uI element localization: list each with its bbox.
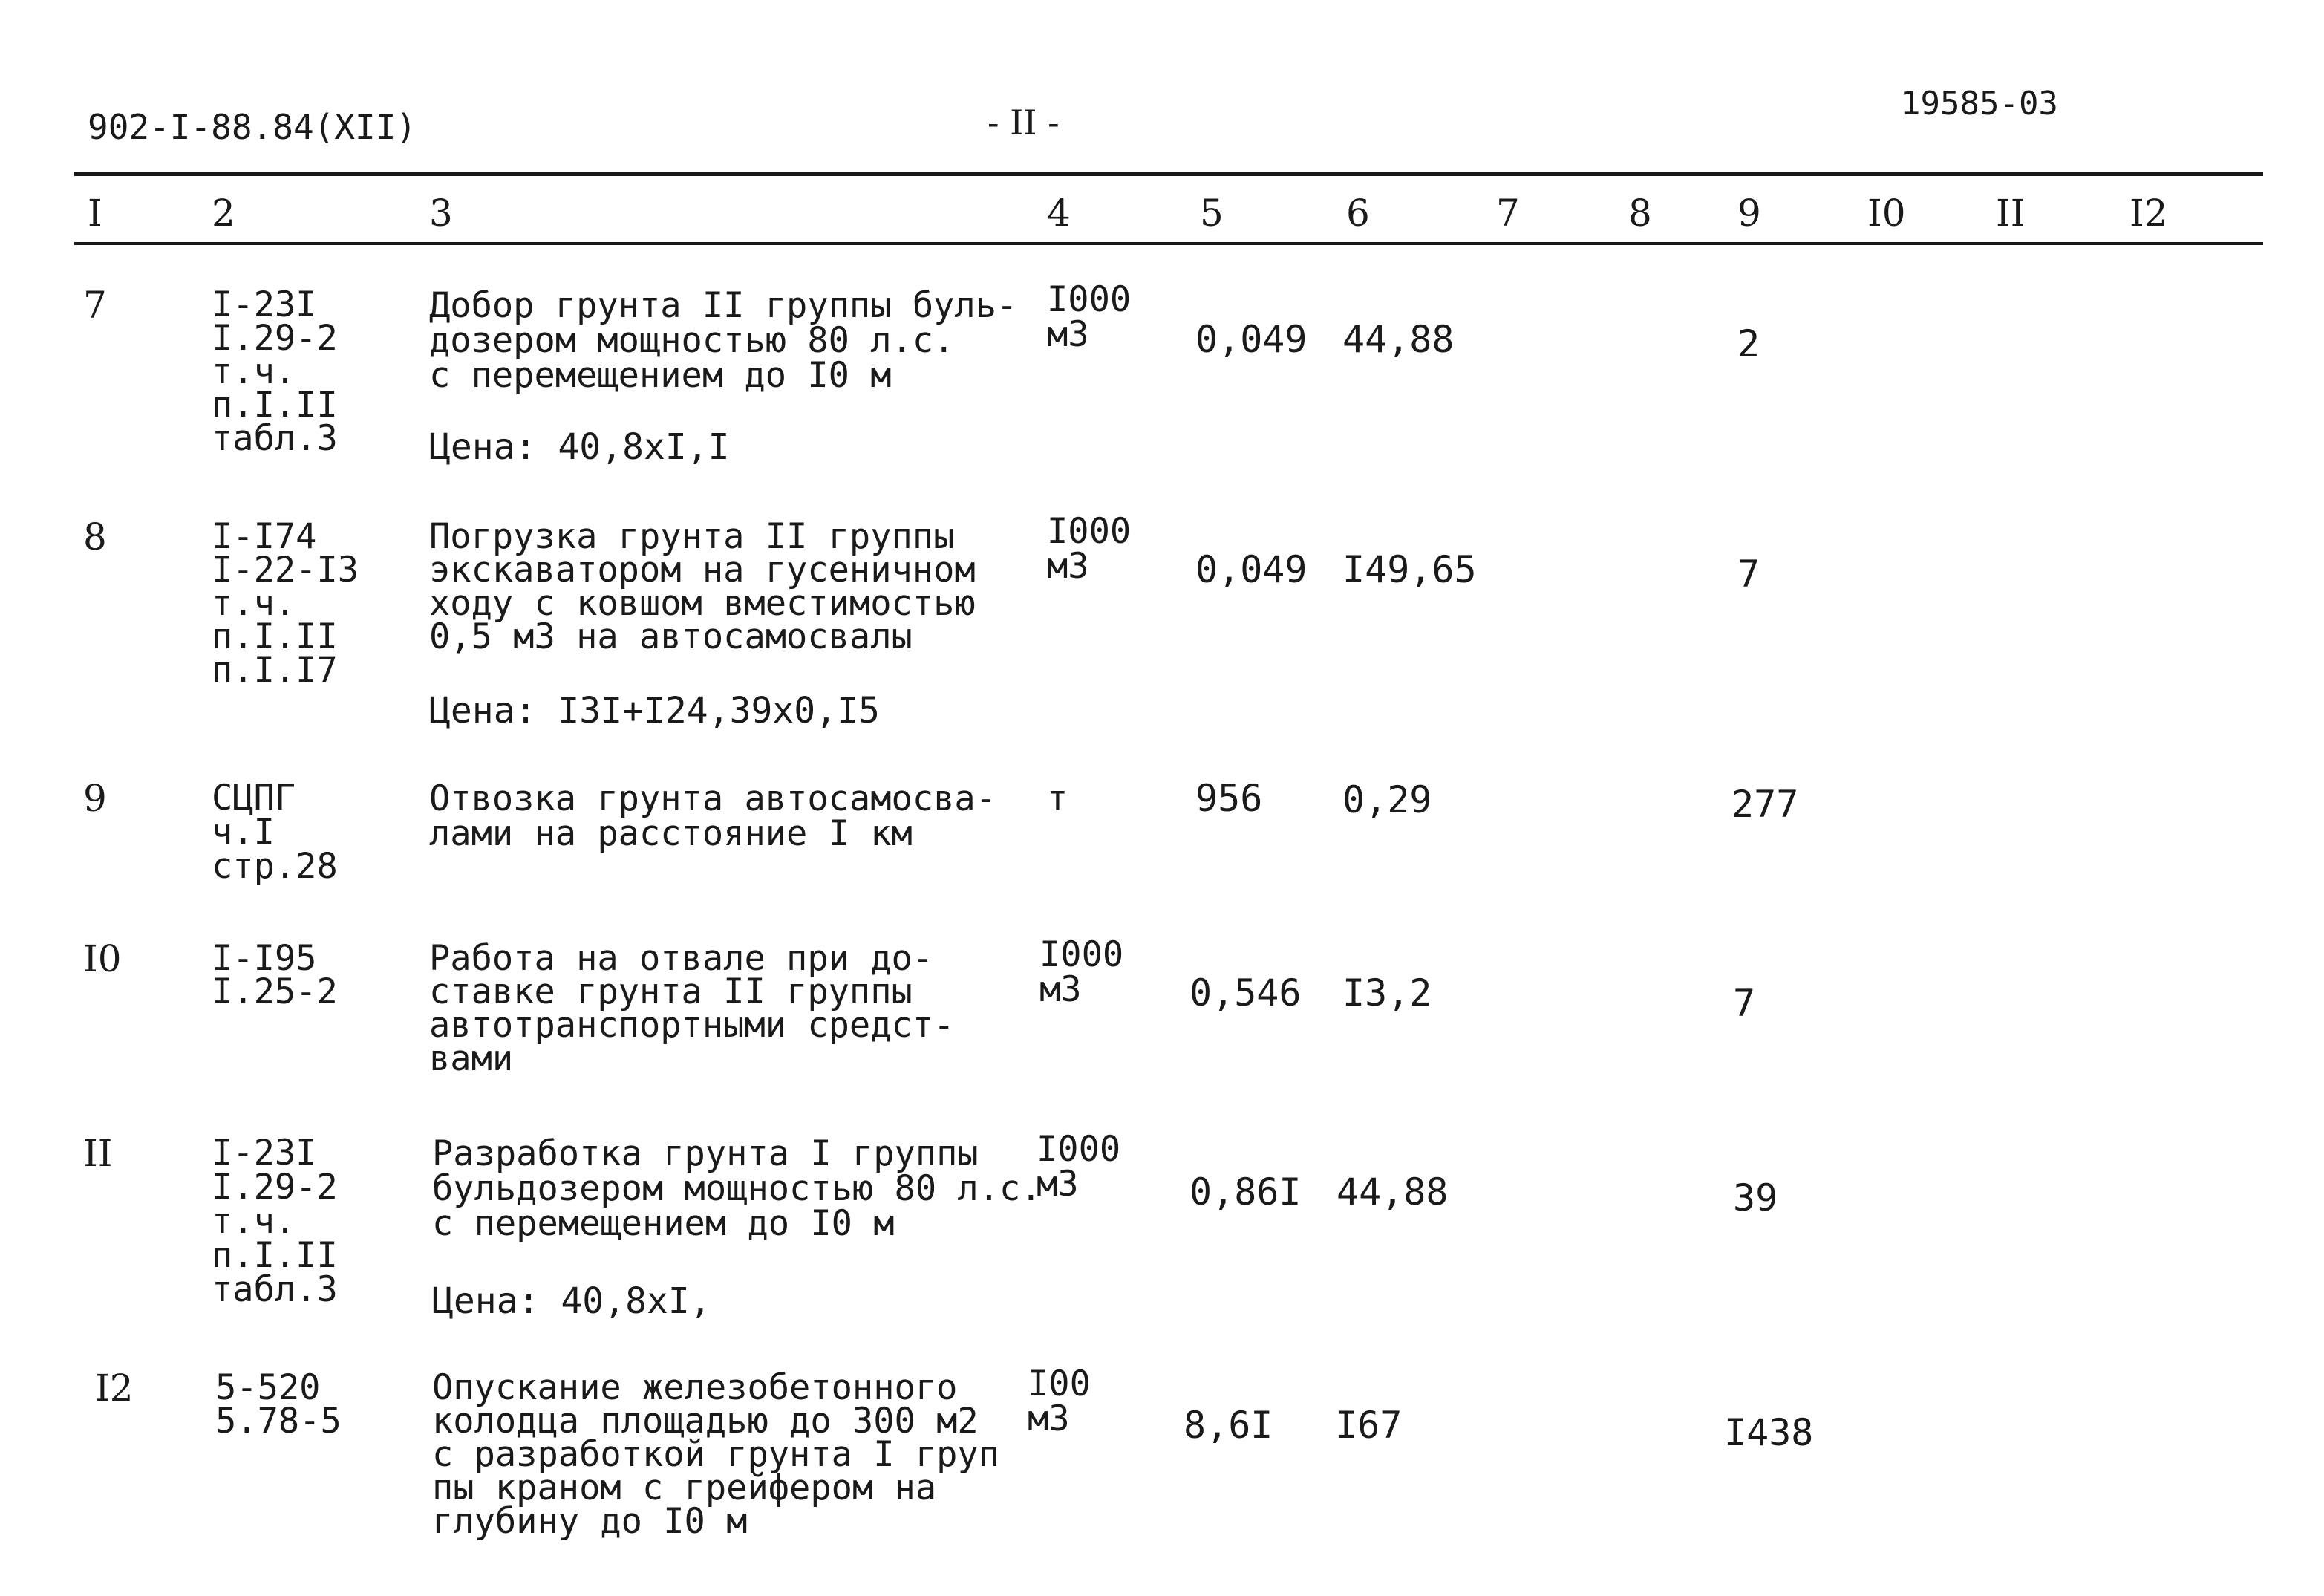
total: I438	[1724, 1411, 1814, 1454]
column-number-6: 6	[1346, 192, 1370, 235]
column-number-7: 7	[1496, 192, 1520, 235]
norm-reference: I-23I I.29-2 т.ч. п.I.II табл.3	[212, 284, 338, 459]
unit-cost: I3,2	[1342, 971, 1432, 1014]
quantity: 0,049	[1195, 548, 1308, 591]
total: 2	[1737, 322, 1760, 365]
price-formula: Цена: 40,8xI,	[432, 1280, 711, 1322]
total: 277	[1731, 783, 1799, 826]
row-number: 7	[83, 284, 107, 327]
unit: т	[1047, 778, 1068, 819]
sheet-code: 19585-03	[1901, 85, 2058, 123]
row-number: I2	[95, 1367, 134, 1410]
column-number-2: 2	[212, 192, 235, 235]
quantity: 0,049	[1195, 318, 1308, 361]
work-description: Работа на отвале при до- ставке грунта II группы автотранспортными средст- вами	[429, 938, 955, 1079]
total: 7	[1733, 982, 1756, 1025]
price-formula: Цена: I3I+I24,39x0,I5	[429, 690, 880, 732]
norm-reference: СЦПГ ч.I стр.28	[212, 778, 338, 887]
unit: I000 м3	[1039, 934, 1124, 1010]
norm-reference: I-I95 I.25-2	[212, 938, 338, 1012]
total: 39	[1733, 1176, 1778, 1219]
norm-reference: I-23I I.29-2 т.ч. п.I.II табл.3	[212, 1133, 338, 1310]
unit: I000 м3	[1037, 1129, 1121, 1205]
norm-reference: 5-520 5.78-5	[215, 1367, 342, 1442]
unit-cost: 0,29	[1342, 778, 1432, 821]
header-rule-bottom	[74, 242, 2263, 245]
total: 7	[1737, 553, 1760, 596]
work-description: Разработка грунта I группы бульдозером мощностью 80 л.с. с перемещением до I0 м	[432, 1133, 1042, 1244]
quantity: 956	[1195, 777, 1263, 820]
column-number-10: I0	[1867, 192, 1906, 235]
unit-cost: I67	[1335, 1404, 1403, 1447]
page-number: - II -	[988, 102, 1060, 143]
unit-cost: 44,88	[1336, 1170, 1449, 1214]
column-number-12: I2	[2129, 192, 2168, 235]
column-number-8: 8	[1628, 192, 1652, 235]
column-number-9: 9	[1737, 192, 1761, 235]
quantity: 8,6I	[1184, 1404, 1273, 1447]
column-number-1: I	[88, 192, 102, 235]
document-code: 902-I-88.84(XII)	[88, 107, 417, 147]
work-description: Погрузка грунта II группы экскаватором на гусеничном ходу с ковшом вместимостью 0,5 м3 на автосамосвалы	[429, 516, 976, 657]
column-number-11: II	[1996, 192, 2026, 235]
work-description: Отвозка грунта автосамосва- лами на расстояние I км	[429, 778, 997, 854]
unit: I000 м3	[1047, 511, 1132, 587]
header-rule-top	[74, 172, 2263, 176]
row-number: II	[83, 1132, 113, 1175]
row-number: I0	[83, 937, 122, 980]
column-number-5: 5	[1200, 192, 1224, 235]
unit-cost: I49,65	[1342, 548, 1477, 591]
column-number-4: 4	[1047, 192, 1071, 235]
work-description: Опускание железобетонного колодца площадью до 300 м2 с разработкой грунта I груп пы краном с грейфером на глубину до I0 м	[432, 1367, 1000, 1542]
row-number: 9	[83, 777, 107, 820]
unit-cost: 44,88	[1342, 318, 1455, 361]
quantity: 0,86I	[1189, 1170, 1302, 1214]
unit: I000 м3	[1047, 279, 1132, 355]
work-description: Добор грунта II группы буль- дозером мощностью 80 л.с. с перемещением до I0 м	[429, 285, 1018, 396]
norm-reference: I-I74 I-22-I3 т.ч. п.I.II п.I.I7	[212, 516, 359, 691]
row-number: 8	[83, 515, 107, 558]
column-number-3: 3	[429, 192, 453, 235]
unit: I00 м3	[1028, 1364, 1091, 1439]
price-formula: Цена: 40,8xI,I	[429, 426, 730, 468]
quantity: 0,546	[1189, 971, 1302, 1014]
